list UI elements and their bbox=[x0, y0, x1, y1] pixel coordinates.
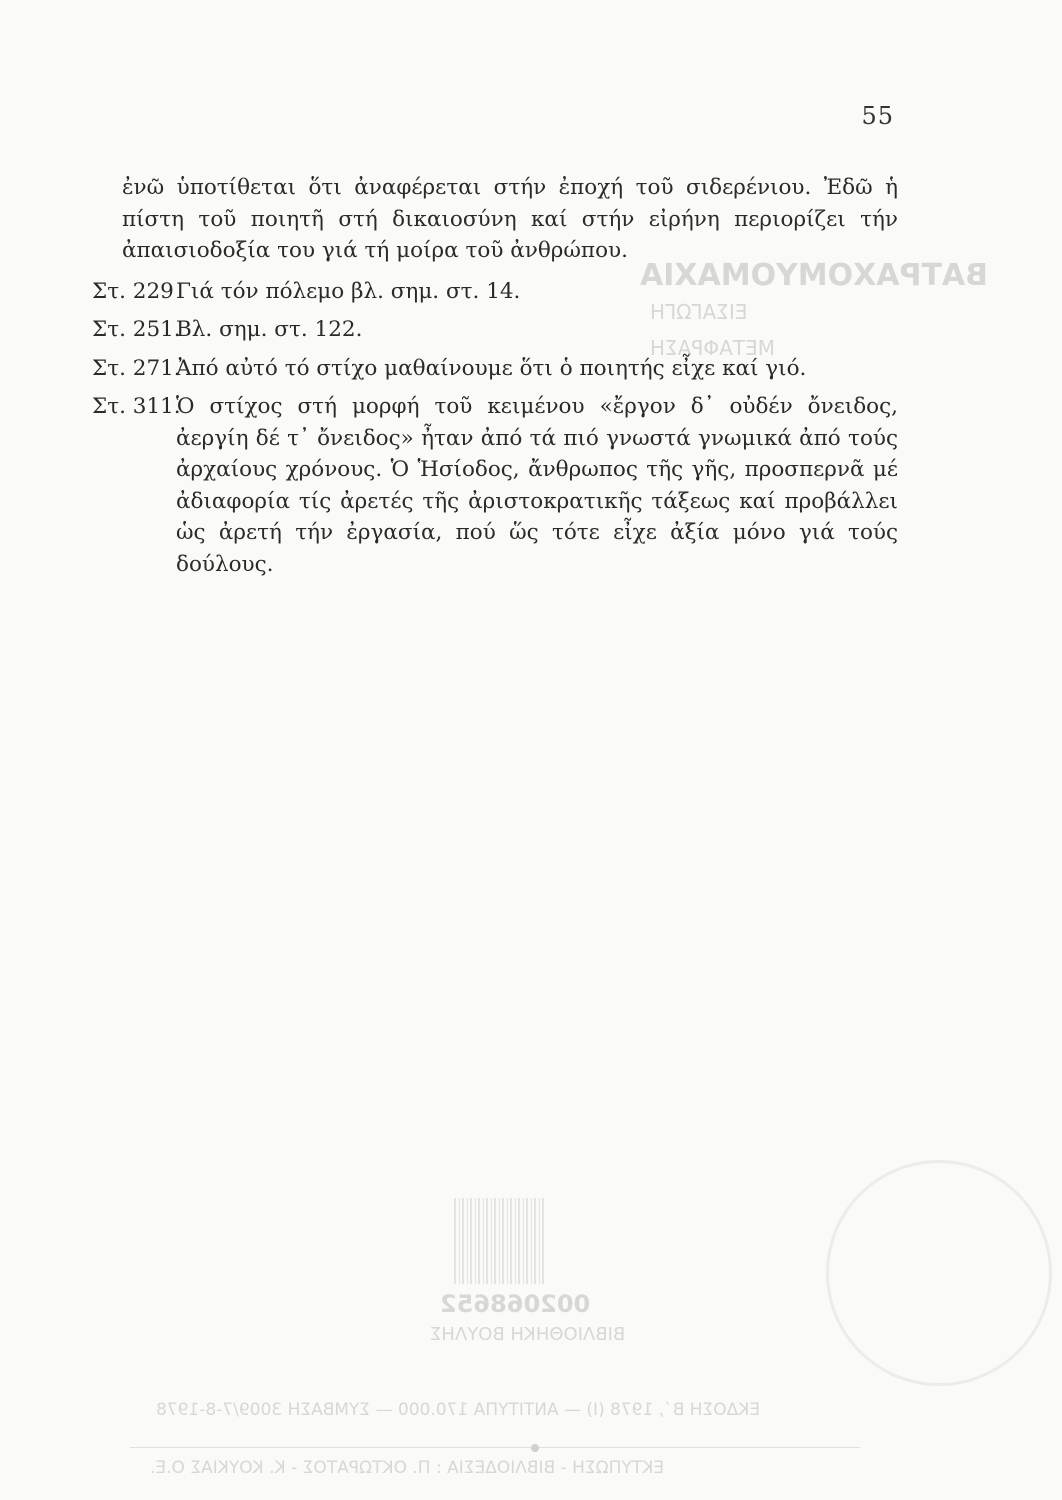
note-label: Στ. 251. bbox=[92, 317, 181, 342]
note-text: Ὁ στίχος στή μορφή τοῦ κειμένου «ἔργον δ᾽ οὐδέν ὄνειδος, ἀεργίη δέ τ᾽ ὄνειδος» ἦταν ἀπό τά πιό γνωστά γνωμικά ἀπό τούς ἀρχαίους χρόνους. Ὁ Ἡσίοδος, ἄνθρωπος τῆς γῆς, προσπερνᾶ μέ ἀδιαφορία τίς ἀρετές τῆς ἀριστοκρατικῆς τάξεως καί προβάλλει ὡς ἀρετή τήν ἐργασία, πού ὥς τότε εἶχε ἀξία μόνο γιά τούς δούλους. bbox=[176, 394, 898, 577]
show-through-barcode-number: 002068652 bbox=[440, 1290, 591, 1318]
note-label: Στ. 311. bbox=[92, 394, 181, 419]
show-through-barcode bbox=[452, 1198, 544, 1284]
note-text: Ἀπό αὐτό τό στίχο μαθαίνουμε ὅτι ὁ ποιητής εἶχε καί γιό. bbox=[176, 355, 807, 381]
show-through-heading: ΒΑΤΡΑΧΟΜΥΟΜΑΧΙΑ bbox=[640, 258, 989, 293]
note-line-311 bbox=[92, 391, 898, 580]
show-through-rule bbox=[130, 1447, 860, 1448]
note-label: Στ. 229 bbox=[92, 278, 174, 304]
show-through-ornament bbox=[531, 1444, 539, 1452]
intro-paragraph: ἐνῶ ὑποτίθεται ὅτι ἀναφέρεται στήν ἐποχή τοῦ σιδερένιου. Ἐδῶ ἡ πίστη τοῦ ποιητῆ στή δικαιοσύνη καί στήν εἰρήνη περιορίζει τήν ἀπαισιοδοξία του γιά τή μοίρα τοῦ ἀνθρώπου. bbox=[122, 175, 898, 263]
show-through-stamp bbox=[826, 1160, 1052, 1386]
note-line-271 bbox=[92, 353, 898, 385]
show-through-library-name: ΒΙΒΛΙΟΘΗΚΗ ΒΟΥΛΗΣ bbox=[430, 1324, 626, 1345]
note-line-229 bbox=[92, 276, 898, 308]
note-text: Βλ. σημ. στ. 122. bbox=[176, 317, 363, 342]
note-line-251 bbox=[92, 314, 898, 346]
note-label: Στ. 271. bbox=[92, 355, 181, 381]
page-number: 55 bbox=[861, 102, 894, 130]
show-through-line-1: ΕΙΣΑΓΩΓΗ bbox=[650, 300, 748, 324]
show-through-line-2: ΜΕΤΑΦΡΑΣΗ bbox=[650, 336, 775, 360]
note-text: Γιά τόν πόλεμο βλ. σημ. στ. 14. bbox=[176, 278, 521, 304]
page-text bbox=[92, 172, 898, 587]
show-through-printer-line: ΕΚΤΥΠΩΣΗ - ΒΙΒΛΙΟΔΕΣΙΑ : Π. ΟΚΤΩΡΑΤΟΣ - Κ. ΚΟΥΚΙΑΣ Ο.Ε. bbox=[150, 1458, 665, 1478]
show-through-edition-line: ΕΚΔΟΣΗ Β΄, 1978 (Ι) — ΑΝΤΙΤΥΠΑ 170.000 — ΣΥΜΒΑΣΗ 3009/7-8-1978 bbox=[156, 1400, 761, 1420]
